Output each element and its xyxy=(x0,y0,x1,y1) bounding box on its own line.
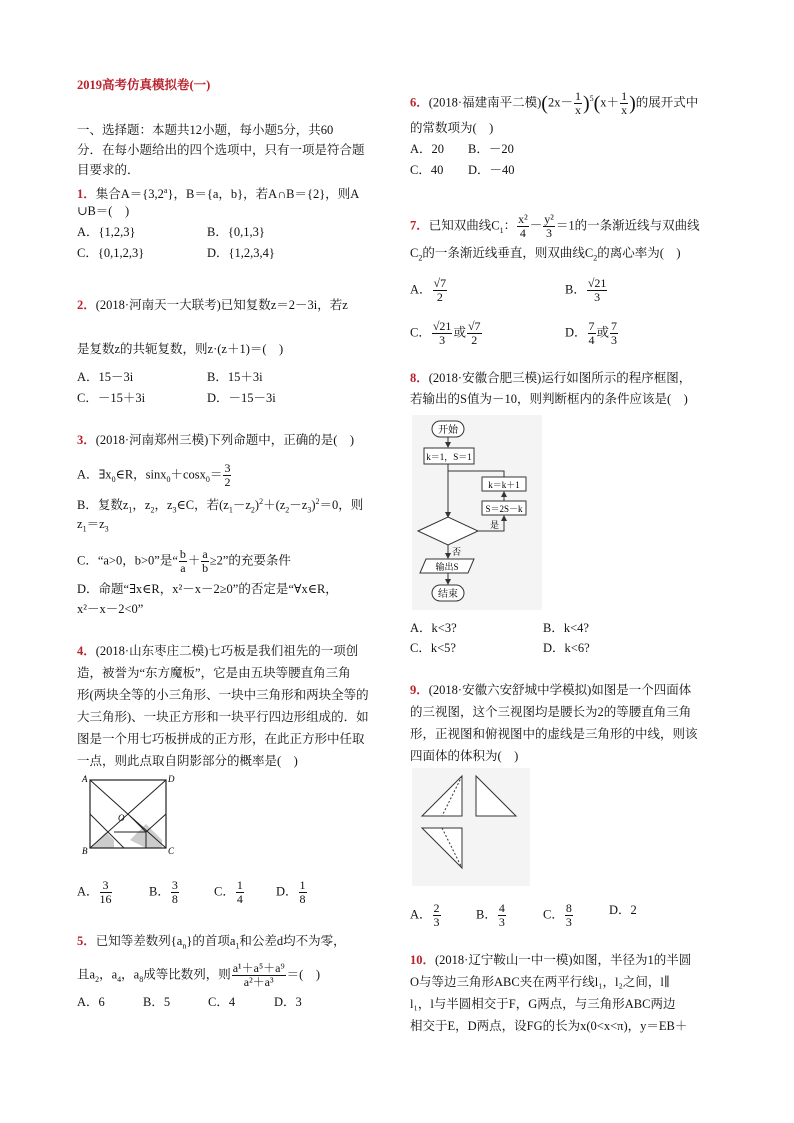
q3a-p4: ＋cosx xyxy=(170,467,206,482)
q3b2-2: ＝z xyxy=(86,517,105,531)
section-intro-1: 一、选择题：本题共12小题，每小题5分，共60 xyxy=(77,123,334,137)
q9c-n: 8 xyxy=(565,901,572,915)
q7d-d: 4 xyxy=(588,333,595,347)
q5-s1: 已知等差数列{a xyxy=(95,934,183,948)
q6-expr-a: 2x－ xyxy=(547,95,573,110)
q7d-frac1 xyxy=(588,320,596,347)
question-10-stem xyxy=(410,952,691,968)
q7-b: ＝1的一条渐近线与双曲线 xyxy=(555,218,700,233)
q9c-l: C． xyxy=(543,907,564,922)
q8-option-c[interactable]: C．k<5? xyxy=(410,641,456,655)
q3b2-3: 3 xyxy=(104,524,109,534)
q7d-n: 7 xyxy=(588,319,595,333)
q4d-l: D． xyxy=(276,884,298,899)
q5-frac xyxy=(232,962,286,989)
q9-option-b[interactable] xyxy=(476,902,507,929)
q6-frac2 xyxy=(620,90,628,117)
q3b-1: 1 xyxy=(128,505,133,515)
q7a-frac xyxy=(433,277,448,304)
section-intro-2: 分．在每小题给出的四个选项中，只有一项是符合题 xyxy=(77,143,365,157)
q7d-n2: 7 xyxy=(611,319,618,333)
q3b-11: 2 xyxy=(259,497,264,506)
q3-option-b-2 xyxy=(77,516,109,538)
question-8-stem-2: 若输出的S值为－10，则判断框内的条件应该是( ) xyxy=(410,392,688,406)
q5-s1b: n xyxy=(182,941,187,951)
q7b-d: 3 xyxy=(594,290,601,304)
flow-start: 开始 xyxy=(438,425,458,436)
q6-f1d: x xyxy=(574,103,581,117)
q7-option-d[interactable] xyxy=(565,320,619,347)
question-5-stem-2 xyxy=(77,962,320,989)
q5-frac-den: a²＋a³ xyxy=(243,975,274,989)
q5-r3: ，a xyxy=(121,967,140,982)
q3b-13: 2 xyxy=(285,505,290,515)
q2-option-b[interactable]: B．15＋3i xyxy=(207,370,263,384)
tangram-figure xyxy=(80,770,180,856)
q9a-n: 2 xyxy=(433,901,440,915)
q10-line-1: O与等边三角形ABC夹在两平行线l₁，l₂之间，l∥ xyxy=(410,975,670,989)
q3b2-0: z xyxy=(77,517,83,531)
q3c-2: ≥2”的充要条件 xyxy=(209,553,291,568)
question-3-number: 3． xyxy=(77,433,96,447)
q9-line-1: 的三视图，这个三视图均是腰长为2的等腰直角三角 xyxy=(410,705,692,719)
q9-line-2: 形，正视图和俯视图中的虚线是三角形的中线，则该 xyxy=(410,727,698,741)
q5-r2: 4 xyxy=(117,974,122,984)
flowchart xyxy=(412,415,542,610)
q4-line-5: 一点，则此点取自阴影部分的概率是( ) xyxy=(77,754,298,768)
q6-paren-close-2: ) xyxy=(629,92,636,115)
q1-stem-a: 集合A＝{3,2 xyxy=(95,187,164,202)
q7-frac-a xyxy=(517,213,529,240)
q4-option-d[interactable] xyxy=(276,879,308,906)
q3b-9: 2 xyxy=(250,505,255,515)
q5-option-a[interactable]: A．6 xyxy=(77,995,105,1009)
question-7-stem-2 xyxy=(410,245,681,267)
q7-option-c[interactable] xyxy=(410,320,483,347)
q5-s1e: 和公差d均不为零， xyxy=(239,934,346,948)
q7d-or: 或 xyxy=(596,325,610,340)
q8-option-b[interactable]: B．k<4? xyxy=(543,621,589,635)
q1-option-a[interactable]: A．{1,2,3} xyxy=(77,225,136,239)
q4-option-a[interactable] xyxy=(77,879,113,906)
q3c-f1n: b xyxy=(179,547,186,561)
label-C: C xyxy=(168,846,175,856)
q9b-d: 3 xyxy=(498,915,505,929)
question-4-stem xyxy=(77,643,358,659)
q9-l0: (2018·安徽六安舒城中学模拟)如图是一个四面体 xyxy=(428,683,692,697)
q3-option-c[interactable] xyxy=(77,548,291,575)
q9b-n: 4 xyxy=(498,901,505,915)
q1-option-d[interactable]: D．{1,2,3,4} xyxy=(207,246,275,260)
q7-fan: x² xyxy=(518,212,528,226)
q5-tail: ＝( ) xyxy=(286,967,320,982)
label-D: D xyxy=(168,774,175,784)
q5-option-c[interactable]: C．4 xyxy=(208,995,236,1009)
q7c-l: C． xyxy=(410,325,431,340)
label-O: O xyxy=(118,813,125,823)
question-8-number: 8． xyxy=(410,371,429,385)
question-1-number: 1． xyxy=(77,187,96,202)
q3a-s3: 0 xyxy=(166,474,171,484)
question-6-number: 6． xyxy=(410,95,429,110)
q8-l0: (2018·安徽合肥三模)运行如图所示的程序框图， xyxy=(428,371,692,385)
q3c-f1d: a xyxy=(180,561,186,575)
question-9-stem xyxy=(410,682,691,698)
q4b-n: 3 xyxy=(171,878,178,892)
q4a-frac xyxy=(100,879,112,906)
section-intro-3: 目要求的． xyxy=(77,163,140,177)
flow-output: 输出S xyxy=(435,562,459,572)
q7a-d: 2 xyxy=(436,290,443,304)
q10-line-3: 相交于E，D两点，设FG的长为x(0<x<π)，y＝EB＋ xyxy=(410,1019,688,1033)
q3b-4: ，z xyxy=(154,498,173,513)
q6-f2d: x xyxy=(621,103,628,117)
q9a-d: 3 xyxy=(433,915,440,929)
q7c-n2: √7 xyxy=(467,319,481,333)
q7b-n: √21 xyxy=(587,276,607,290)
q2-option-d[interactable]: D．－15－3i xyxy=(207,391,276,405)
q3b-0: B．复数z xyxy=(77,498,129,513)
q3b-3: 2 xyxy=(150,505,155,515)
q6-paren-open-2: ( xyxy=(593,92,601,115)
q3a-frac xyxy=(223,462,231,489)
q6-expr-b: x＋ xyxy=(600,95,620,110)
q9a-frac xyxy=(433,902,441,929)
q3b-17: 2 xyxy=(315,497,320,506)
q5-frac-num: a¹＋a⁵＋a⁹ xyxy=(232,961,285,975)
q6-f2n: 1 xyxy=(621,89,628,103)
q9c-frac xyxy=(565,902,573,929)
q7-fbd: 3 xyxy=(546,226,553,240)
question-2-stem xyxy=(77,297,348,313)
q7-minus: － xyxy=(529,218,543,233)
q1-option-b[interactable]: B．{0,1,3} xyxy=(207,225,265,239)
question-4-number: 4． xyxy=(77,644,96,658)
q6-paren-open-1: ( xyxy=(541,92,548,115)
q4b-frac xyxy=(171,879,179,906)
q4a-l: A． xyxy=(77,884,99,899)
q3b-8: －z xyxy=(232,498,251,513)
q3c-frac1 xyxy=(179,548,187,575)
q1-stem-sup: a xyxy=(163,186,168,195)
q4b-l: B． xyxy=(149,884,170,899)
q8-option-a[interactable]: A．k<3? xyxy=(410,621,457,635)
q3-stem-text: (2018·河南郑州三模)下列命题中，正确的是( ) xyxy=(95,433,355,447)
q7-l2sub: 2 xyxy=(418,253,423,263)
q4-option-c[interactable] xyxy=(214,879,245,906)
q5-r5: 成等比数列，则 xyxy=(143,967,231,982)
q2-stem-a: (2018·河南天一大联考)已知复数z＝2－3i，若z xyxy=(95,298,348,312)
q7-l2b: 的一条渐近线垂直，则双曲线C xyxy=(422,246,594,260)
q7-a: 已知双曲线C xyxy=(428,218,500,233)
question-6-stem-2: 的常数项为( ) xyxy=(410,121,494,135)
q2-option-a[interactable]: A．15－3i xyxy=(77,370,134,384)
q4a-d: 16 xyxy=(99,892,112,906)
q9b-frac xyxy=(498,902,506,929)
q4c-frac xyxy=(236,879,244,906)
question-2-stem-2: 是复数z的共轭复数，则z·(z＋1)＝( ) xyxy=(77,342,284,356)
q5-option-b[interactable]: B．5 xyxy=(143,995,171,1009)
q3b-16: ) xyxy=(311,498,316,513)
question-1-stem-2: ∪B＝( ) xyxy=(77,204,130,218)
q6-stem-text: (2018·福建南平二模) xyxy=(428,95,542,110)
q4b-d: 8 xyxy=(171,892,178,906)
q9c-d: 3 xyxy=(565,915,572,929)
q5-s2: 且a xyxy=(77,967,96,982)
q4-line-4: 图是一个用七巧板拼成的正方形，在此正方形中任取 xyxy=(77,732,365,746)
q4-line-1: 造，被誉为“东方魔板”，它是由五块等腰直角三角 xyxy=(77,666,351,680)
flow-update: S＝2S－k xyxy=(485,504,523,514)
q5-s1c: }的首项a xyxy=(186,934,236,948)
q7d-l: D． xyxy=(565,325,587,340)
question-10-number: 10． xyxy=(410,953,436,967)
q6-f1n: 1 xyxy=(574,89,581,103)
q3b-7: 1 xyxy=(228,505,233,515)
question-3-stem xyxy=(77,432,354,448)
q7c-frac2 xyxy=(467,320,482,347)
q2-option-c[interactable]: C．－15＋3i xyxy=(77,391,146,405)
question-7-stem xyxy=(410,213,700,240)
q6-option-c[interactable]: C．40 xyxy=(410,163,444,177)
q3a-p0: A．∃x xyxy=(77,467,112,482)
q3b2-1: 1 xyxy=(82,524,87,534)
q7c-frac1 xyxy=(432,320,453,347)
q5-r0: 2 xyxy=(95,974,100,984)
q3a-frac-num: 3 xyxy=(224,461,231,475)
q3c-0: C．“a>0，b>0”是“ xyxy=(77,553,178,568)
q3b-12: ＋(z xyxy=(263,498,286,513)
q3a-s5: 0 xyxy=(205,474,210,484)
q3b-18: ＝0，则 xyxy=(319,498,364,513)
q7b-l: B． xyxy=(565,282,586,297)
q7a-n: √7 xyxy=(433,276,447,290)
q7-colon: ： xyxy=(503,218,517,233)
q7d-d2: 3 xyxy=(611,333,618,347)
question-9-number: 9． xyxy=(410,683,429,697)
q5-s1d: 1 xyxy=(235,941,240,951)
q5-r4: 8 xyxy=(139,974,144,984)
q7-option-a[interactable] xyxy=(410,277,448,304)
q3a-p2: ∈R，sinx xyxy=(115,467,167,482)
q1-option-c[interactable]: C．{0,1,2,3} xyxy=(77,246,145,260)
q7d-frac2 xyxy=(610,320,618,347)
flow-init: k＝1，S＝1 xyxy=(426,452,472,462)
q3b-15: 3 xyxy=(307,505,312,515)
q4-option-b[interactable] xyxy=(149,879,180,906)
q3b-10: ) xyxy=(254,498,260,513)
q6-tail: 的展开式中 xyxy=(635,95,699,110)
q3c-1: ＋ xyxy=(187,553,201,568)
q3b-14: －z xyxy=(289,498,308,513)
q4a-n: 3 xyxy=(100,879,112,893)
q4c-l: C． xyxy=(214,884,235,899)
q4c-d: 4 xyxy=(236,892,243,906)
q9a-l: A． xyxy=(410,907,432,922)
q3-option-d-2: x²－x－2<0” xyxy=(77,602,144,616)
question-1-stem xyxy=(77,183,359,202)
question-8-stem xyxy=(410,370,691,386)
page-title: 2019高考仿真模拟卷(一) xyxy=(77,78,211,92)
q3a-frac-den: 2 xyxy=(224,475,231,489)
q7c-n: √21 xyxy=(432,319,452,333)
q6-paren-close-1: ) xyxy=(582,92,590,115)
q6-option-b[interactable]: B．－20 xyxy=(468,142,514,156)
question-6-stem xyxy=(410,90,698,117)
label-B: B xyxy=(82,846,88,856)
q6-option-d[interactable]: D．－40 xyxy=(468,163,515,177)
question-5-stem xyxy=(77,933,346,955)
q7c-d2: 2 xyxy=(471,333,478,347)
q7-option-b[interactable] xyxy=(565,277,608,304)
q4-line-0: (2018·山东枣庄二模)七巧板是我们祖先的一项创 xyxy=(95,644,359,658)
q3-option-a[interactable] xyxy=(77,462,232,489)
q4d-n: 1 xyxy=(299,878,306,892)
q7b-frac xyxy=(587,277,608,304)
q4-line-3: 大三角形)、一块正方形和一块平行四边形组成的．如 xyxy=(77,710,369,724)
three-views-figure xyxy=(412,768,530,886)
q3b-5: 3 xyxy=(172,505,177,515)
q7-sub1: 1 xyxy=(499,225,504,235)
q7a-l: A． xyxy=(410,282,432,297)
question-5-number: 5． xyxy=(77,934,96,948)
q4d-d: 8 xyxy=(299,892,306,906)
q8-option-d[interactable]: D．k<6? xyxy=(543,641,590,655)
q7c-d: 3 xyxy=(439,333,446,347)
q6-option-a[interactable]: A．20 xyxy=(410,142,445,156)
q4-line-2: 形(两块全等的小三角形、一块中三角形和两块全等的 xyxy=(77,688,369,702)
q3c-f2n: a xyxy=(202,547,208,561)
q4d-frac xyxy=(299,879,307,906)
q9-option-c[interactable] xyxy=(543,902,574,929)
q10-l0: (2018·辽宁鞍山一中一模)如图，半径为1的半圆 xyxy=(435,953,692,967)
flow-end: 结束 xyxy=(438,589,458,600)
q3-option-d[interactable]: D．命题“∃x∈R，x²－x－2≥0”的否定是“∀x∈R， xyxy=(77,582,338,596)
q3-option-b[interactable] xyxy=(77,494,363,519)
q7-l2sub2: 2 xyxy=(593,253,598,263)
q6-frac1 xyxy=(574,90,582,117)
q4c-n: 1 xyxy=(236,878,243,892)
flow-no: 否 xyxy=(452,547,462,557)
q7-fad: 4 xyxy=(519,226,526,240)
q3a-p6: ＝ xyxy=(209,467,223,482)
q9-option-d[interactable]: D．2 xyxy=(609,903,637,917)
flow-yes: 是 xyxy=(490,520,500,530)
q7c-or: 或 xyxy=(453,325,466,340)
question-2-number: 2． xyxy=(77,298,96,312)
q3b-2: ，z xyxy=(132,498,151,513)
q7-frac-b xyxy=(543,213,555,240)
q9-option-a[interactable] xyxy=(410,902,442,929)
q3a-s1: 0 xyxy=(111,474,116,484)
q5-option-d[interactable]: D．3 xyxy=(274,995,302,1009)
q7-l2a: C xyxy=(410,246,419,260)
q1-stem-b: }，B＝{a，b}，若A∩B＝{2}，则A xyxy=(167,187,360,202)
q9-line-3: 四面体的体积为( ) xyxy=(410,749,519,763)
q5-r1: ，a xyxy=(99,967,118,982)
label-A: A xyxy=(82,774,88,784)
flow-increment: k＝k＋1 xyxy=(488,480,520,490)
q9b-l: B． xyxy=(476,907,497,922)
q7-fbn: y² xyxy=(544,212,554,226)
q3c-f2d: b xyxy=(202,561,209,575)
q6-pow: 5 xyxy=(589,94,594,104)
q3b-6: ∈C，若(z xyxy=(176,498,229,513)
question-7-number: 7． xyxy=(410,218,429,233)
q10-line-2: l₁，l与半圆相交于F，G两点，与三角形ABC两边 xyxy=(410,997,676,1011)
q3c-frac2 xyxy=(201,548,208,575)
q7-l2c: 的离心率为( ) xyxy=(597,246,681,260)
